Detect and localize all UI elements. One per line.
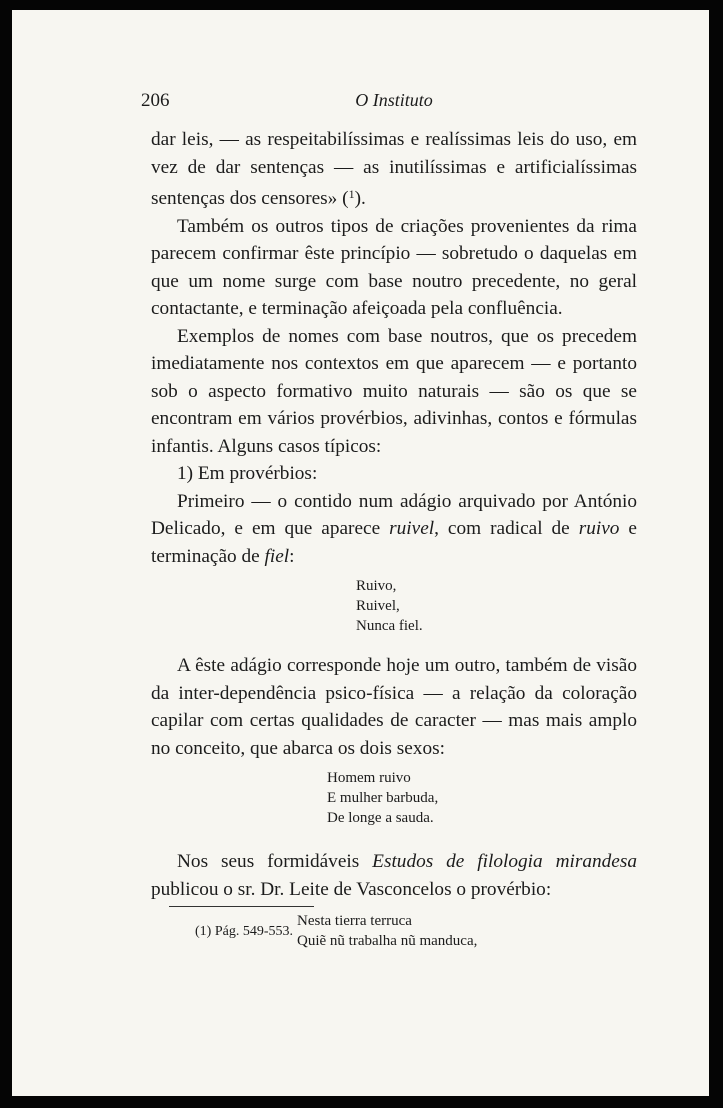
footnote-marker: (1) — [195, 924, 212, 939]
footnote-divider — [169, 906, 314, 907]
verse-line: E mulher barbuda, — [327, 790, 439, 806]
paragraph-6: A êste adágio corresponde hoje um outro, também de visão da inter-dependência psico-física — a relação da coloração capilar com certas qualidades de caracter — mas mais amplo no conceito, que abarca os dois sexos: — [151, 655, 637, 759]
page-number: 206 — [141, 90, 170, 111]
verse-ruivo — [151, 576, 637, 636]
footnote — [195, 924, 293, 940]
page-header — [141, 90, 647, 116]
verse-line: Ruivo, — [356, 578, 397, 594]
book-title: Estudos de filologia mirandesa — [372, 851, 637, 872]
paragraph-1: dar leis, — as respeitabilíssimas e realíssimas leis do uso, em vez de dar sentenças — as inutilíssimas e artificialíssimas sentenças dos censores» ($^1$). — [151, 129, 637, 209]
term-ruivel: ruivel — [389, 518, 435, 539]
verse-line: Ruivel, — [356, 598, 400, 614]
paragraph-2: Também os outros tipos de criações provenientes da rima parecem confirmar êste princípio — sobretudo o daquelas em que um nome surge com base noutro precedente, no geral contactante, e terminação afeiçoada pela confluência. — [151, 215, 637, 319]
footnote-reference[interactable]: 1 — [348, 187, 355, 201]
verse-line: Nunca fiel. — [356, 618, 423, 634]
verse-line: Quiẽ nũ trabalha nũ manduca, — [297, 933, 478, 949]
term-fiel: fiel — [264, 545, 290, 567]
book-page — [12, 10, 709, 1096]
paragraph-7: Nos seus formidáveis Estudos de filologia mirandesa publicou o sr. Dr. Leite de Vasconcelos o provérbio: — [151, 851, 637, 900]
verse-line: De longe a sauda. — [327, 810, 434, 826]
footnote-text: Pág. 549-553. — [214, 924, 293, 939]
verse-homem-ruivo — [151, 768, 637, 828]
term-ruivo: ruivo — [578, 518, 620, 539]
paragraph-4: 1) Em provérbios: — [177, 463, 318, 484]
body-text — [151, 126, 637, 951]
verse-line: Homem ruivo — [327, 770, 411, 786]
verse-line: Nesta tierra terruca — [297, 913, 412, 929]
paragraph-3: Exemplos de nomes com base noutros, que os precedem imediatamente nos contextos em que aparecem — e portanto sob o aspecto formativo muito naturais — são os que se encontram em vários provérbios, adivinhas, contos e fórmulas infantis. Alguns casos típicos: — [151, 325, 637, 457]
running-title: O Instituto — [355, 90, 433, 110]
paragraph-5: Primeiro — o contido num adágio arquivado por António Delicado, e em que aparece ruivel, com radical de ruivo e terminação de fiel: — [151, 490, 637, 567]
